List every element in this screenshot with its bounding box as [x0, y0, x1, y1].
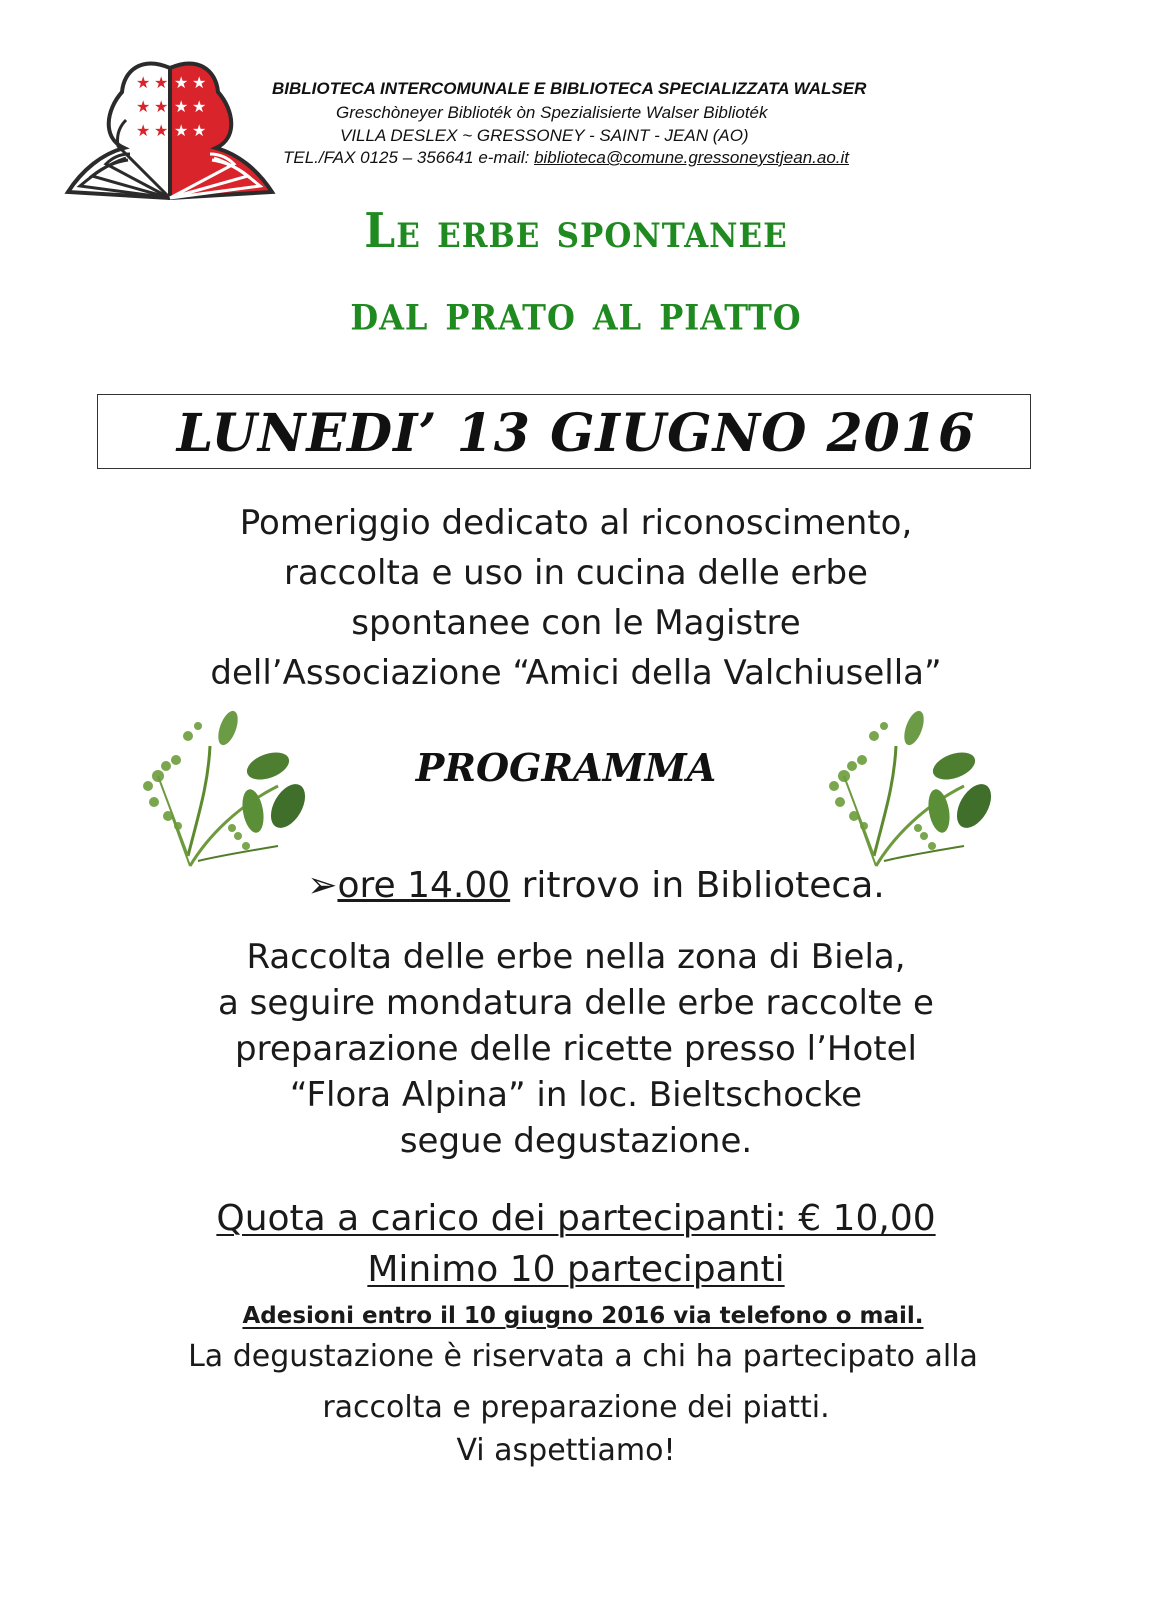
description-line: Pomeriggio dedicato al riconoscimento, — [239, 503, 913, 543]
closing-line: raccolta e preparazione dei piatti. — [322, 1390, 830, 1425]
svg-text:★: ★ — [192, 97, 207, 116]
program-heading: PROGRAMMA — [415, 745, 717, 790]
herbs-right-icon — [814, 706, 1004, 876]
minimum-participants: Minimo 10 partecipanti — [367, 1249, 785, 1290]
fee-quota: Quota a carico dei partecipanti: € 10,00 — [216, 1198, 936, 1239]
description-line: dell’Associazione “Amici della Valchiusella” — [210, 653, 942, 693]
program-line: a seguire mondatura delle erbe raccolte e — [218, 983, 934, 1023]
herbs-left-icon — [128, 706, 318, 876]
program-line: preparazione delle ricette presso l’Hotel — [235, 1029, 917, 1069]
svg-text:★: ★ — [192, 73, 207, 92]
library-name-walser: Greschòneyer Biblioték òn Spezialisierte Walser Biblioték — [336, 103, 768, 122]
description-line: spontanee con le Magistre — [351, 603, 801, 643]
library-book-logo-icon — [62, 50, 280, 200]
library-contact — [283, 148, 849, 168]
program-line: Raccolta delle erbe nella zona di Biela, — [246, 937, 906, 977]
svg-text:★: ★ — [192, 121, 207, 140]
closing-line: Vi aspettiamo! — [456, 1433, 676, 1468]
arrow-bullet-icon: ➢ — [307, 865, 338, 906]
svg-text:★: ★ — [154, 97, 169, 116]
svg-text:★: ★ — [136, 73, 151, 92]
registration-deadline: Adesioni entro il 10 giugno 2016 via telefono o mail. — [242, 1303, 924, 1329]
event-title-line1: Le erbe spontanee — [364, 203, 788, 260]
meeting-place: ritrovo in Biblioteca. — [510, 865, 885, 906]
svg-text:★: ★ — [136, 97, 151, 116]
svg-text:★: ★ — [136, 121, 151, 140]
svg-text:★: ★ — [174, 121, 189, 140]
meeting-time: ore 14.00 — [337, 865, 511, 906]
svg-text:★: ★ — [154, 121, 169, 140]
svg-text:★: ★ — [154, 73, 169, 92]
library-name: BIBLIOTECA INTERCOMUNALE E BIBLIOTECA SPECIALIZZATA WALSER — [272, 79, 867, 98]
event-title-line2: dal prato al piatto — [350, 282, 802, 342]
meeting-line — [0, 865, 1152, 906]
email-link[interactable]: biblioteca@comune.gressoneystjean.ao.it — [534, 148, 850, 167]
svg-text:★: ★ — [174, 73, 189, 92]
program-line: “Flora Alpina” in loc. Bieltschocke — [289, 1075, 863, 1115]
library-address: VILLA DESLEX ~ GRESSONEY - SAINT - JEAN (AO) — [340, 126, 749, 145]
contact-phone: TEL./FAX 0125 – 356641 e-mail: — [283, 148, 535, 167]
closing-line: La degustazione è riservata a chi ha partecipato alla — [188, 1339, 978, 1374]
program-line: segue degustazione. — [399, 1121, 753, 1161]
svg-text:★: ★ — [174, 97, 189, 116]
description-line: raccolta e uso in cucina delle erbe — [284, 553, 868, 593]
event-date: LUNEDI’ 13 GIUGNO 2016 — [176, 403, 976, 464]
